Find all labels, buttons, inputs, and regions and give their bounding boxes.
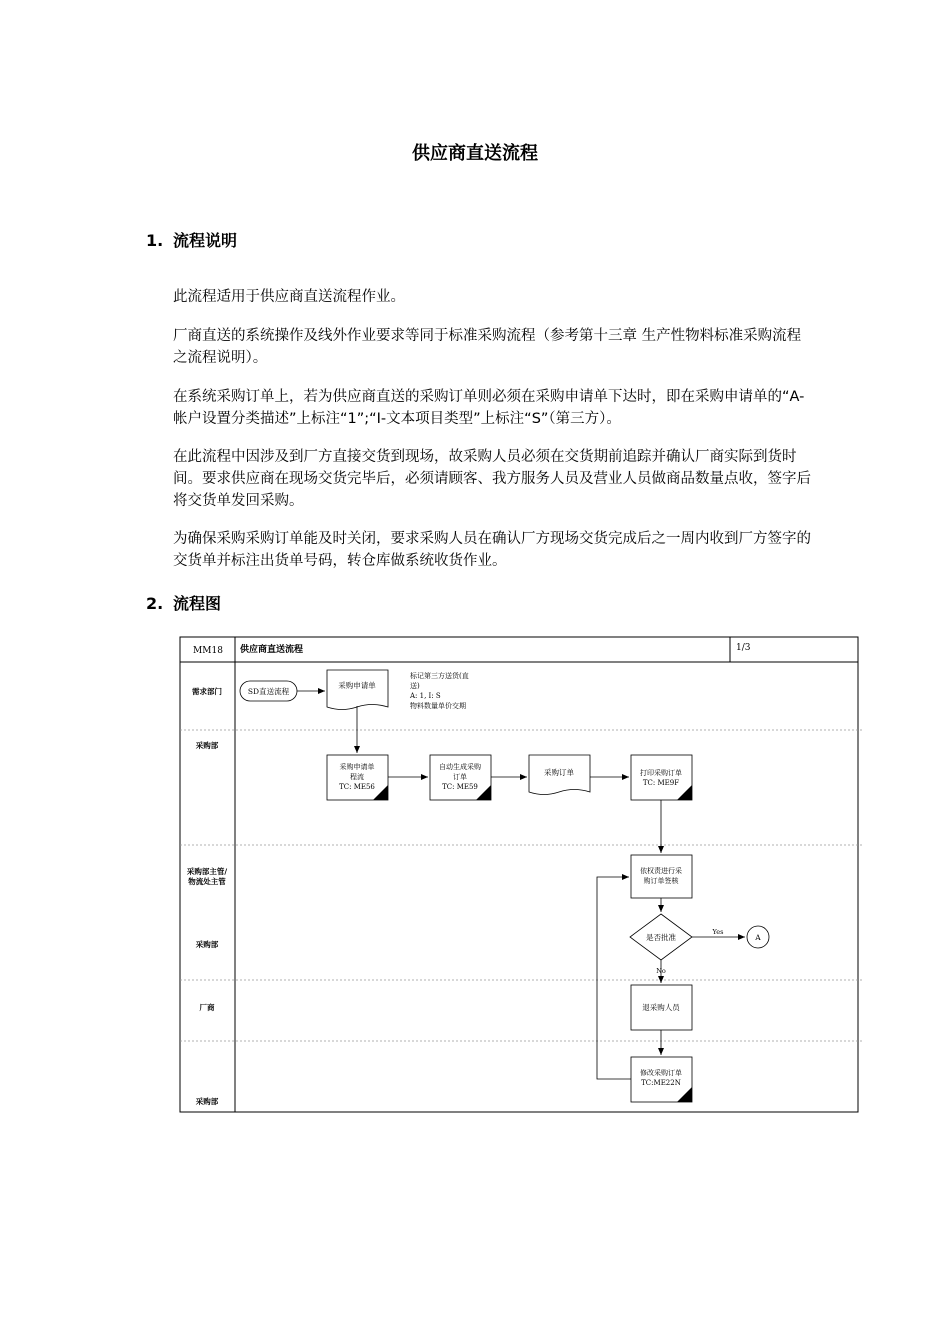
purchase-req-label: 采购申请单 <box>338 681 376 690</box>
lane-labels <box>187 686 227 1106</box>
svg-text:修改采购订单: 修改采购订单 <box>640 1069 682 1077</box>
lane-demand: 需求部门 <box>192 687 222 696</box>
section-number: 1. <box>146 231 164 250</box>
svg-text:物料数量单价交期: 物料数量单价交期 <box>410 702 466 710</box>
decision-label: 是否批准 <box>646 933 676 942</box>
lane-supervisor: 采购部主管/ <box>186 867 228 876</box>
no-label: No <box>656 967 666 975</box>
svg-text:TC: ME56: TC: ME56 <box>339 783 375 791</box>
svg-text:TC:ME22N: TC:ME22N <box>641 1079 681 1087</box>
lane-supervisor: 物流处主管 <box>188 877 226 886</box>
svg-text:TC: ME9F: TC: ME9F <box>642 779 680 787</box>
section-title: 流程图 <box>173 594 222 613</box>
svg-text:自动生成采购: 自动生成采购 <box>439 763 481 771</box>
flowchart-name: 供应商直送流程 <box>240 645 304 655</box>
section-title: 流程说明 <box>173 231 238 250</box>
print-po-box <box>631 755 692 800</box>
flowchart-page: 1/3 <box>736 643 751 653</box>
lane-purchasing: 采购部 <box>195 1097 219 1106</box>
lane-purchasing: 采购部 <box>195 741 219 750</box>
document-title: 供应商直送流程 <box>412 143 538 164</box>
paragraph-4: 在此流程中因涉及到厂方直接交货到现场，故采购人员必须在交货期前追踪并确认厂商实际到货时间。要求供应商在现场交货完毕后，必须请顾客、我方服务人员及营业人员做商品数量点收，签字后将交货单发回采购。 <box>173 449 811 509</box>
paragraph-2: 厂商直送的系统操作及线外作业要求等同于标准采购流程（参考第十三章 生产性物料标准采购流程之流程说明）。 <box>173 328 802 366</box>
svg-text:送): 送) <box>410 682 420 690</box>
svg-text:标记第三方送货(直: 标记第三方送货(直 <box>410 672 469 680</box>
svg-text:购订单签核: 购订单签核 <box>643 877 679 885</box>
paragraph-1: 此流程适用于供应商直送流程作业。 <box>173 289 405 305</box>
svg-text:打印采购订单: 打印采购订单 <box>640 769 682 777</box>
flow-arrows <box>297 691 661 1079</box>
svg-text:TC: ME59: TC: ME59 <box>442 783 478 791</box>
lane-purchasing: 采购部 <box>195 940 219 949</box>
yes-label: Yes <box>712 928 724 936</box>
paragraph-3: 在系统采购订单上，若为供应商直送的采购订单则必须在采购申请单下达时，即在采购申请单的“A-帐户设置分类描述”上标注“1”;“I-文本项目类型”上标注“S”（第三方）。 <box>173 389 805 427</box>
svg-text:程流: 程流 <box>350 773 364 781</box>
section-number: 2. <box>146 594 164 613</box>
lane-vendor: 厂商 <box>199 1003 215 1012</box>
connector-label: A <box>755 933 761 942</box>
note <box>409 671 469 710</box>
paragraph-5: 为确保采购采购订单能及时关闭，要求采购人员在确认厂方现场交货完成后之一周内收到厂方签字的交货单并标注出货单号码，转仓库做系统收货作业。 <box>173 531 811 569</box>
po-document-label: 采购订单 <box>544 768 574 777</box>
flowchart-code: MM18 <box>193 646 223 656</box>
svg-text:依权责进行采: 依权责进行采 <box>640 867 682 875</box>
svg-text:订单: 订单 <box>453 773 467 781</box>
svg-text:退采购人员: 退采购人员 <box>642 1003 680 1012</box>
svg-text:A: 1, I: S: A: 1, I: S <box>410 692 441 700</box>
start-label: SD直送流程 <box>247 687 290 696</box>
svg-text:采购申请单: 采购申请单 <box>339 763 375 771</box>
